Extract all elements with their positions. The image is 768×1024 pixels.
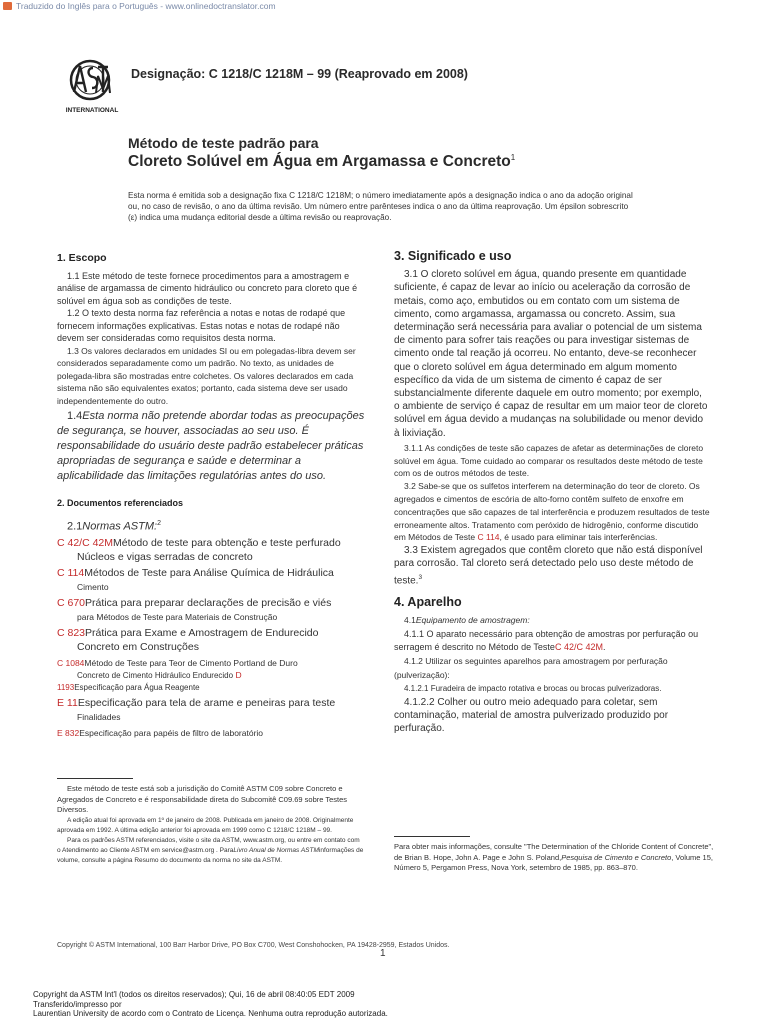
para-4-1-2: 4.1.2 Utilizar os seguintes aparelhos para amostragem por perfuração (pulverização): bbox=[394, 655, 668, 680]
ref-c823 bbox=[57, 626, 365, 654]
ref-cont: para Métodos de Teste para Materiais de Construção bbox=[77, 612, 278, 623]
para-4-1 bbox=[394, 614, 710, 627]
para-4-1-num: 4.1 bbox=[404, 615, 416, 626]
footnote-rule bbox=[394, 836, 470, 837]
title-text: Cloreto Solúvel em Água em Argamassa e Concreto bbox=[128, 153, 511, 171]
astm-logo bbox=[60, 56, 124, 114]
section-1-heading: 1. Escopo bbox=[57, 252, 107, 264]
ref-link-c42-inline[interactable]: C 42/C 42M bbox=[554, 641, 603, 652]
section-3-heading: 3. Significado e uso bbox=[394, 249, 512, 263]
footnote-1b: A edição atual foi aprovada em 1º de janeiro de 2008. Publicada em janeiro de 2008. Originalmente aprovada em 1992. A última edição anterior foi aprovada em 1999 como C 1218/C 1218M – 99. bbox=[57, 816, 354, 834]
para-3-1: 3.1 O cloreto solúvel em água, quando presente em quantidade suficiente, é capaz de levar ao início ou aceleração da corrosão de metais, como aço, embutidos ou em contato com um sistema de cimento, como argamassa, argamassa ou concreto. Assim, sua determinação será necessária para avaliar o potencial de um sistema de cimento para sofrer tais reações ou para investigar sistemas de cimento onde tal reação já ocorreu. No entanto, deve-se reconhecer que o cloreto solúvel em água determinado em algum momento específico da vida de um sistema de cimento é capaz de ser substancialmente diferente daquele em outro momento; por exemplo, o ambiente de serviço é capaz de resultar em um maior teor de cloreto solúvel em água devido a mudanças na solubilidade ou menor devido à lixiviação. bbox=[394, 269, 708, 439]
para-4-1-2-2: 4.1.2.2 Colher ou outro meio adequado para coletar, sem contaminação, material de amostra pulverizado produzido por perfuração. bbox=[394, 696, 669, 735]
ref-link-c42[interactable]: C 42/C 42M bbox=[57, 537, 114, 550]
ref-c114 bbox=[57, 566, 365, 594]
ref-link-c114-inline[interactable]: C 114 bbox=[477, 532, 500, 543]
left-column bbox=[57, 252, 365, 739]
para-4-1-text: Equipamento de amostragem: bbox=[415, 615, 530, 626]
para-3-3-text: 3.3 Existem agregados que contêm cloreto que não está disponível para corrosão. Tal cloreto será detectado pelo uso deste método de teste. bbox=[394, 545, 703, 586]
footnote-3-a: Para obter mais informações, consulte "The Determination of the Chloride Content of Concrete", de Brian B. Hope, John A. Page e John S. Poland, bbox=[394, 842, 714, 862]
footnote-ref-3[interactable]: 3 bbox=[418, 573, 423, 581]
ref-text: Especificação para tela de arame e peneiras para teste bbox=[77, 697, 336, 710]
section-2-heading: 2. Documentos referenciados bbox=[57, 498, 184, 508]
para-1-4-num: 1.4 bbox=[67, 410, 83, 422]
ref-cont: Concreto em Construções bbox=[77, 641, 199, 654]
ref-e832 bbox=[57, 727, 365, 739]
footnote-2-b: Livro Anual de Normas ASTM bbox=[233, 846, 319, 854]
para-4-1-1-b: . bbox=[602, 641, 606, 652]
ref-text: Especificação para Água Reagente bbox=[74, 683, 200, 693]
footnote-2 bbox=[57, 836, 365, 866]
footnote-2-a: Para os padrões ASTM referenciados, visite o site da ASTM, www.astm.org, ou entre em contato com o Atendimento ao Cliente ASTM em service@astm.org . Para bbox=[57, 836, 360, 854]
para-1-2: 1.2 O texto desta norma faz referência a notas e notas de rodapé que fornecem informações explicativas. Estas notas e notas de rodapé não devem ser consideradas como requisitos desta norma. bbox=[57, 308, 346, 343]
footnote-3 bbox=[394, 842, 716, 874]
standard-intro: Esta norma é emitida sob a designação fixa C 1218/C 1218M; o número imediatamente após a designação indica o ano da adoção original ou, no caso de revisão, o ano da última revisão. Um número entre parênteses indica o ano da última reaprovação. Um épsilon sobrescrito (ε) indica uma mudança editorial desde a última revisão ou reaprovação. bbox=[128, 191, 633, 222]
section-2-1 bbox=[57, 516, 365, 535]
ref-cont: Cimento bbox=[77, 582, 109, 593]
translator-link[interactable]: Traduzido do Inglês para o Português - www.onlinedoctranslator.com bbox=[16, 0, 276, 11]
footnote-3-it: Pesquisa de Cimento e Concreto bbox=[561, 852, 672, 862]
para-1-1: 1.1 Este método de teste fornece procedimentos para a amostragem e análise de argamassa de cimento hidráulico ou concreto para cloreto que é solúvel em água sob as condições de teste. bbox=[57, 270, 358, 306]
para-3-2 bbox=[394, 480, 710, 544]
ref-cont: Finalidades bbox=[77, 712, 121, 723]
ref-text: Prática para Exame e Amostragem de Endurecido bbox=[85, 627, 319, 640]
para-3-3 bbox=[394, 544, 710, 587]
page-number: 1 bbox=[380, 948, 386, 959]
ref-link-c114[interactable]: C 114 bbox=[57, 567, 85, 580]
para-4-1-2-1: 4.1.2.1 Furadeira de impacto rotativa e brocas ou brocas pulverizadoras. bbox=[404, 683, 662, 693]
logo-text: INTERNATIONAL bbox=[65, 107, 119, 114]
license-line-1: Copyright da ASTM Int'l (todos os direitos reservados); Qui, 16 de abril 08:40:05 EDT 2009 bbox=[33, 990, 355, 999]
ref-c42 bbox=[57, 536, 365, 564]
ref-cont: Concreto de Cimento Hidráulico Endurecido bbox=[77, 671, 234, 681]
para-4-1-1-a: 4.1.1 O aparato necessário para obtenção de amostras por perfuração ou serragem é descrito no Método de Teste bbox=[394, 628, 699, 652]
para-3-2-b: , é usado para eliminar tais interferências. bbox=[499, 532, 658, 543]
ref-text: Método de Teste para Teor de Cimento Portland de Duro bbox=[84, 658, 298, 669]
ref-link-d1193-a[interactable]: D bbox=[235, 670, 242, 681]
para-1-3: 1.3 Os valores declarados em unidades SI ou em polegadas-libra devem ser considerados separadamente como um padrão. No texto, as unidades de polegada-libra são mostradas entre colchetes. Os valores declarados em cada sistema não são equivalentes exatos; portanto, cada sistema deve ser usado independentemente do outro. bbox=[57, 345, 356, 406]
footnotes-left bbox=[57, 784, 365, 866]
footnote-2-c: informações de volume, consulte a página Resumo do documento da norma no site da ASTM. bbox=[57, 846, 364, 864]
ref-link-c670[interactable]: C 670 bbox=[57, 597, 86, 610]
ref-c1084 bbox=[57, 657, 365, 682]
license-notice bbox=[33, 990, 388, 1019]
para-1-4-text: Esta norma não pretende abordar todas as preocupações de segurança, se houver, associadas ao seu uso. É responsabilidade do usuário deste padrão estabelecer práticas apropriadas de segurança e saúde e determinar a aplicabilidade das limitações regulatórias antes do uso. bbox=[57, 410, 365, 482]
para-4-1-1 bbox=[394, 628, 710, 654]
ref-e11 bbox=[57, 696, 365, 724]
translate-icon bbox=[3, 2, 12, 10]
para-1-4 bbox=[57, 409, 365, 484]
ref-d1193 bbox=[57, 682, 365, 694]
designation: Designação: C 1218/C 1218M – 99 (Reaprovado em 2008) bbox=[131, 67, 468, 81]
ref-text: Métodos de Teste para Análise Química de Hidráulica bbox=[84, 567, 334, 580]
ref-text: Prática para preparar declarações de precisão e viés bbox=[85, 597, 332, 610]
ref-link-c1084[interactable]: C 1084 bbox=[57, 658, 85, 669]
translator-bar bbox=[0, 0, 276, 11]
section-2-1-text: Normas ASTM: bbox=[82, 520, 158, 533]
para-3-2-a: 3.2 Sabe-se que os sulfetos interferem na determinação do teor de cloreto. Os agregados e cimentos de escória de alto-forno contêm sulfeto de enxofre em concentrações que são capazes de tal interferência e produzem resultados de teste erroneamente altos. Tratamento com peróxido de hidrogênio, conforme discutido em Métodos de Teste bbox=[394, 481, 710, 543]
ref-link-d1193-b[interactable]: 1193 bbox=[57, 683, 75, 693]
footnote-1: Este método de teste está sob a jurisdição do Comitê ASTM C09 sobre Concreto e Agregados de Concreto e é responsabilidade direta do Subcomitê C09.69 sobre Testes Diversos. bbox=[57, 784, 348, 814]
ref-link-c823[interactable]: C 823 bbox=[57, 627, 86, 640]
section-2-1-num: 2.1 bbox=[67, 520, 83, 533]
title-line-2 bbox=[128, 153, 515, 171]
footnote-rule bbox=[57, 778, 133, 779]
footnote-3-b: , Volume 15, Número 5, Pergamon Press, Nova York, setembro de 1985, pp. 863–870. bbox=[394, 852, 713, 872]
ref-text: Método de teste para obtenção e teste perfurado bbox=[113, 537, 341, 550]
section-4-heading: 4. Aparelho bbox=[394, 595, 462, 610]
ref-cont: Núcleos e vigas serradas de concreto bbox=[77, 551, 253, 564]
ref-link-e832[interactable]: E 832 bbox=[57, 728, 80, 739]
ref-c670 bbox=[57, 596, 365, 624]
footnote-ref-2[interactable]: 2 bbox=[157, 519, 161, 527]
license-line-2: Transferido/impresso por bbox=[33, 999, 122, 1009]
title-line-1: Método de teste padrão para bbox=[128, 135, 319, 151]
footnote-ref-1[interactable]: 1 bbox=[510, 153, 516, 162]
ref-link-e11[interactable]: E 11 bbox=[57, 697, 78, 710]
right-column bbox=[394, 250, 710, 736]
para-3-1-1: 3.1.1 As condições de teste são capazes de afetar as determinações de cloreto solúvel em água. Tome cuidado ao comparar os resultados deste método de teste com os de outros métodos de teste. bbox=[394, 442, 704, 479]
license-line-3: Laurentian University de acordo com o Contrato de Licença. Nenhuma outra reprodução autorizada. bbox=[33, 1009, 388, 1018]
copyright: Copyright © ASTM International, 100 Barr Harbor Drive, PO Box C700, West Conshohocken, PA 19428-2959, Estados Unidos. bbox=[57, 942, 450, 949]
ref-text: Especificação para papéis de filtro de laboratório bbox=[79, 728, 264, 739]
